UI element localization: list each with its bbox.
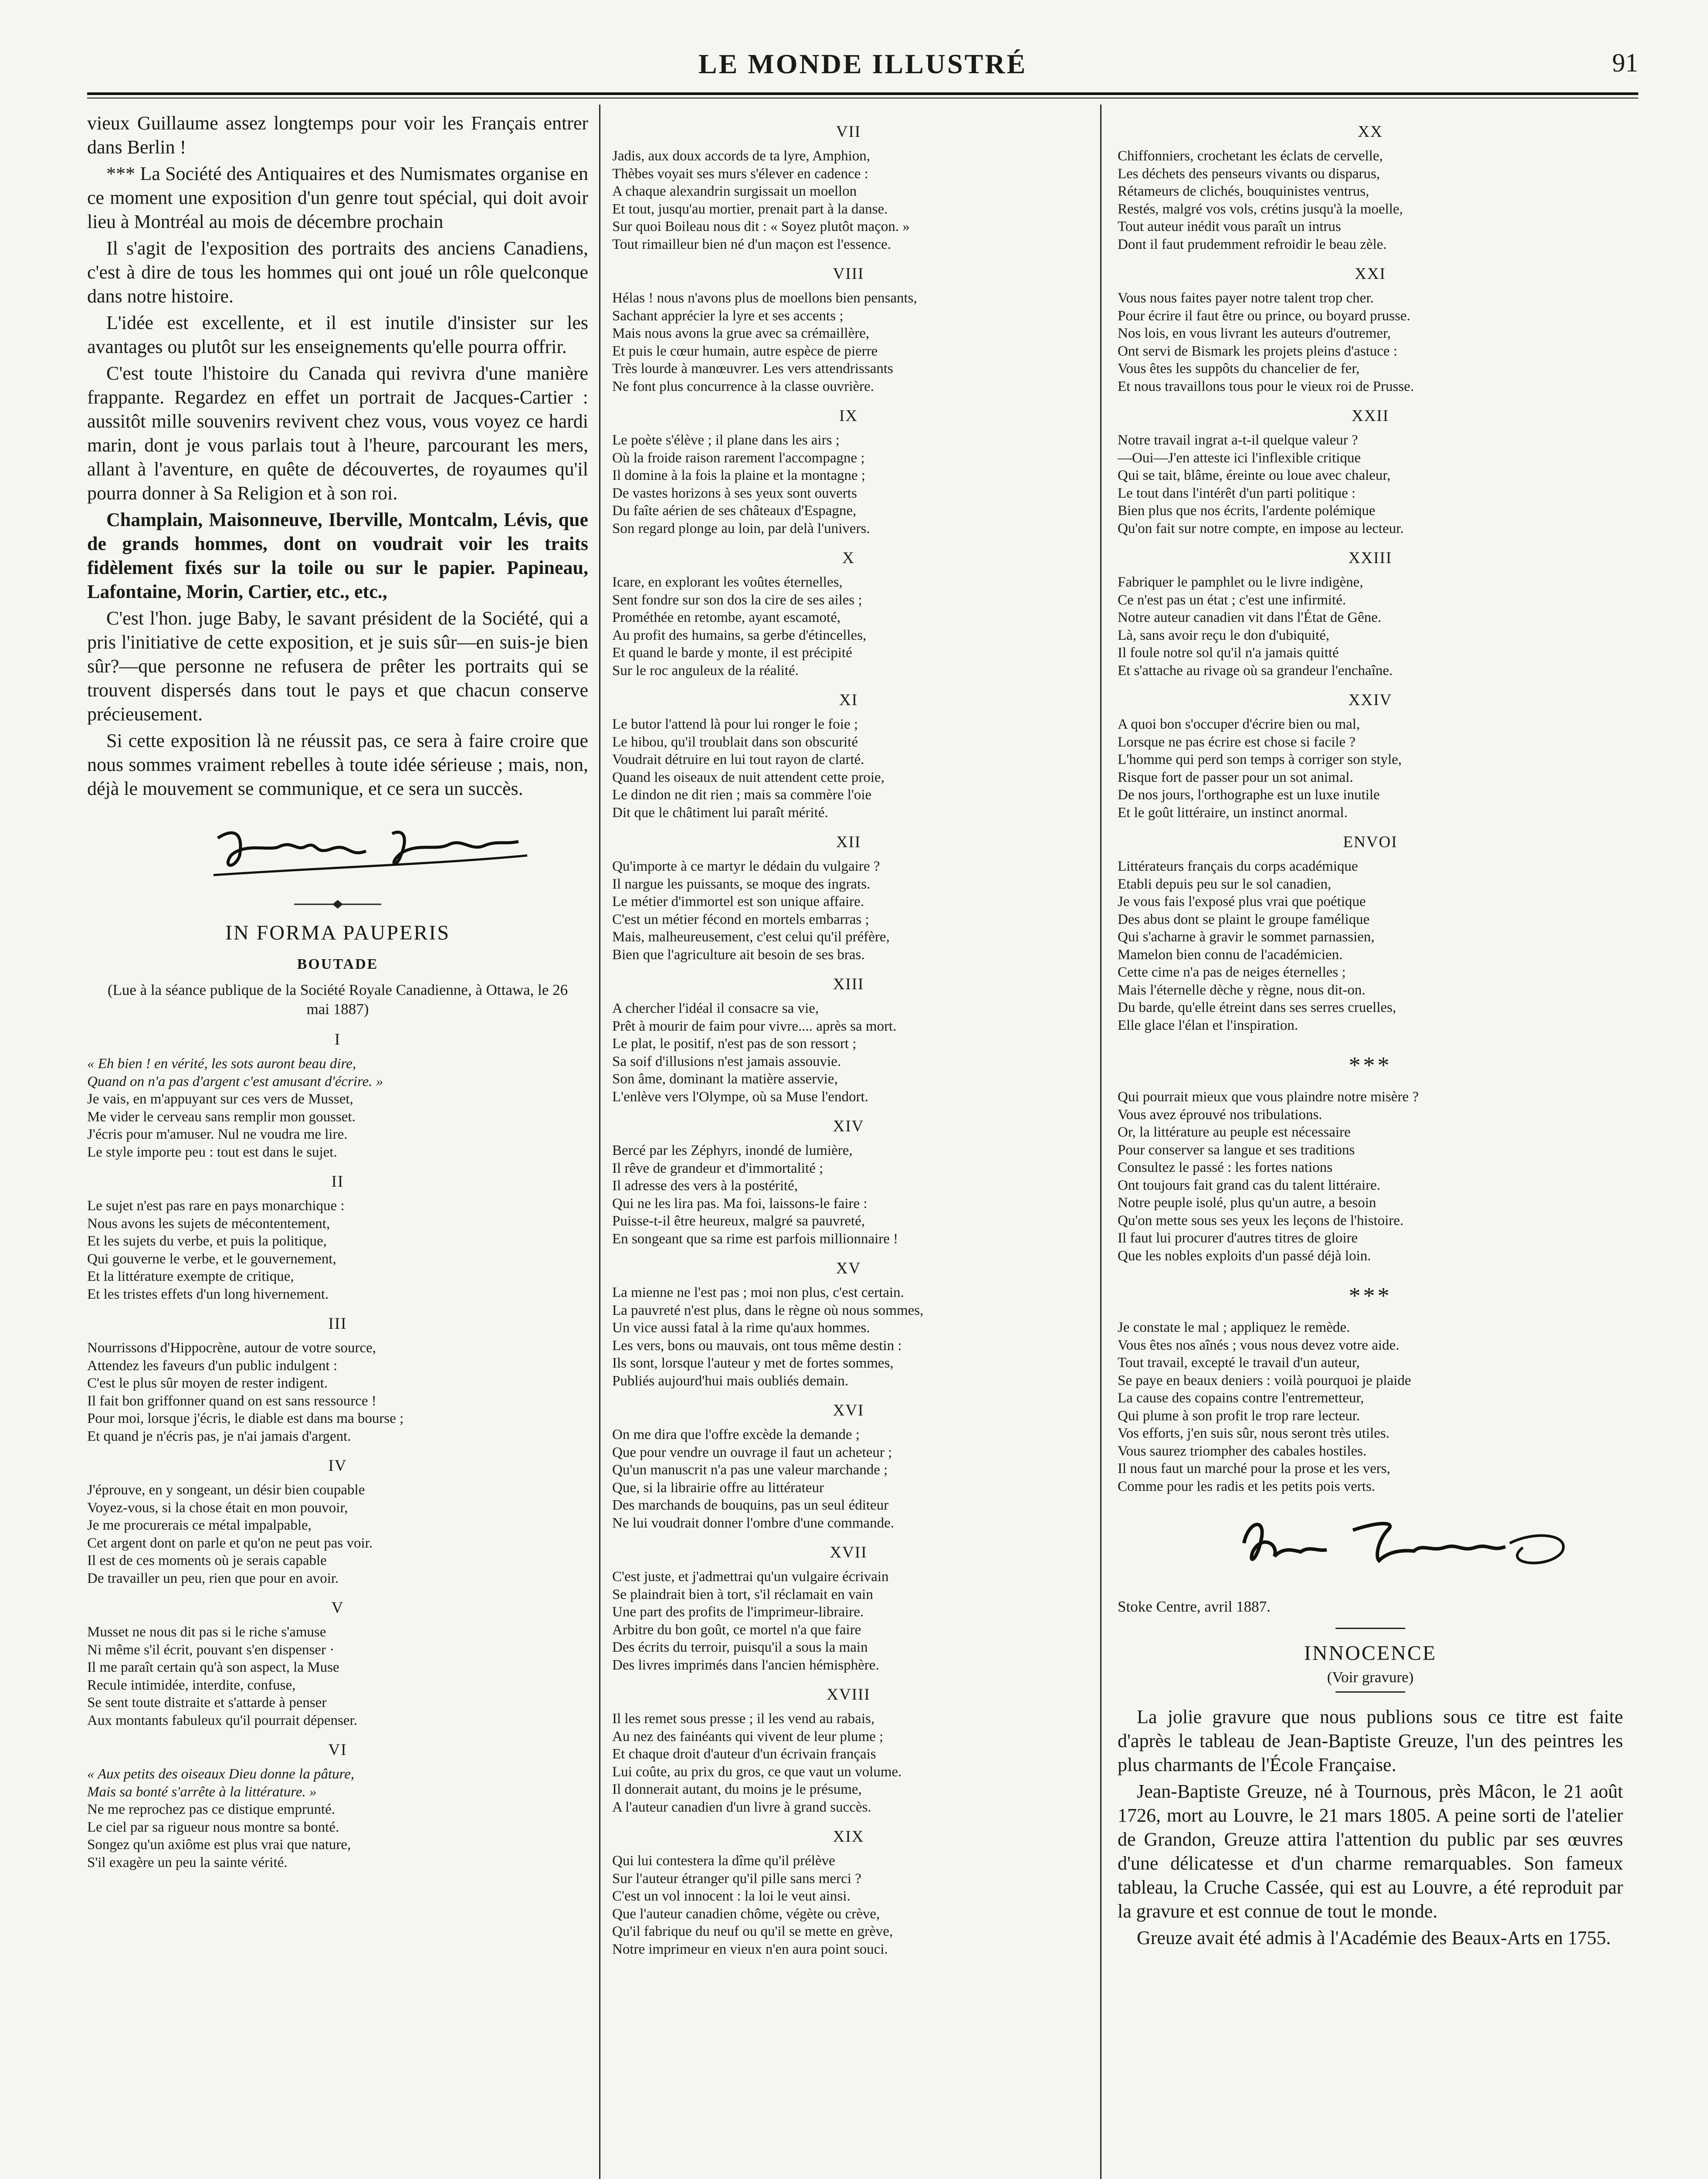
paragraph: C'est l'hon. juge Baby, le savant président de la Société, qui a pris l'initiative de cette exposition, et je suis sûr—en suis-je bien sûr?—que personne ne refusera de prêter les portraits qui se trouvent dispersés dans tout le pays et que chacun conserve précieusement.	[87, 608, 588, 725]
verse-line: Qu'on mette sous ses yeux les leçons de l'histoire.	[1118, 1212, 1404, 1229]
stanza-numeral: XVII	[830, 1544, 868, 1561]
stanza	[1118, 858, 1623, 1034]
verse-line: Des livres imprimés dans l'ancien hémisphère.	[612, 1657, 879, 1673]
verse-line: Cet argent dont on parle et qu'on ne peut pas voir.	[87, 1535, 373, 1551]
stanza-numeral: XIX	[833, 1828, 864, 1846]
verse-line: Il est de ces moments où je serais capable	[87, 1553, 327, 1568]
verse-line: Sachant apprécier la lyre et ses accents ;	[612, 308, 844, 324]
verse-line: Et quand le barde y monte, il est précipité	[612, 645, 852, 661]
verse-line: Quand on n'a pas d'argent c'est amusant d'écrire. »	[87, 1073, 383, 1090]
paragraph: Il s'agit de l'exposition des portraits des anciens Canadiens, c'est à dire de tous les hommes qui ont joué un rôle quelconque dans notre histoire.	[87, 238, 588, 307]
verse-line: Bien plus que nos écrits, l'ardente polémique	[1118, 503, 1376, 519]
verse-line: L'homme qui perd son temps à corriger son style,	[1118, 752, 1402, 767]
verse-line: Et les tristes effets d'un long hivernement.	[87, 1286, 329, 1302]
verse-line: Des marchands de bouquins, pas un seul éditeur	[612, 1497, 889, 1513]
paragraph: Champlain, Maisonneuve, Iberville, Montcalm, Lévis, que de grands hommes, dont on voudrait voir les traits fidèlement fixés sur la toile ou sur le papier. Papineau, Lafontaine, Morin, Cartier, etc., etc.,	[87, 509, 588, 602]
page-number: 91	[1612, 48, 1638, 77]
verse-line: Se sent toute distraite et s'attarde à penser	[87, 1695, 327, 1711]
verse-line: Sur l'auteur étranger qu'il pille sans merci ?	[612, 1870, 861, 1887]
stanza	[1118, 574, 1623, 679]
verse-line: Mais nous avons la grue avec sa crémaillère,	[612, 326, 870, 341]
verse-line: Dit que le châtiment lui paraît mérité.	[612, 804, 828, 821]
paragraph: vieux Guillaume assez longtemps pour voir les Français entrer dans Berlin !	[87, 112, 588, 158]
verse-line: Qu'importe à ce martyr le dédain du vulgaire ?	[612, 859, 880, 874]
verse-line: Puisse-t-il être heureux, malgré sa pauvreté,	[612, 1213, 865, 1229]
verse-line: Il les remet sous presse ; il les vend au rabais,	[612, 1711, 875, 1727]
stanza	[612, 289, 1085, 395]
verse-line: Il nous faut un marché pour la prose et les vers,	[1118, 1461, 1390, 1476]
verse-line: Que les nobles exploits d'un passé déjà loin.	[1118, 1248, 1371, 1264]
verse-line: Voyez-vous, si la chose était en mon pouvoir,	[87, 1500, 348, 1516]
verse-line: Qui ne les lira pas. Ma foi, laissons-le faire :	[612, 1195, 868, 1212]
verse-line: Que, si la librairie offre au littérateur	[612, 1480, 824, 1496]
stanza-numeral: XXII	[1351, 407, 1389, 425]
verse-line: Ne lui voudrait donner l'ombre d'une commande.	[612, 1515, 894, 1531]
paragraph: *** La Société des Antiquaires et des Numismates organise en ce moment une exposition d'un genre tout spécial, qui doit avoir lieu à Montréal au mois de décembre prochain	[87, 163, 588, 232]
stanza	[1118, 1319, 1623, 1495]
verse-line: Des écrits du terroir, puisqu'il a sous la main	[612, 1639, 868, 1655]
verse-line: Chiffonniers, crochetant les éclats de cervelle,	[1118, 148, 1383, 164]
verse-line: Vos efforts, j'en suis sûr, nous seront très utiles.	[1118, 1426, 1389, 1441]
verse-line: Bercé par les Zéphyrs, inondé de lumière,	[612, 1143, 853, 1158]
stanza-numeral: VI	[328, 1741, 347, 1759]
verse-line: Lui coûte, au prix du gros, ce que vaut un volume.	[612, 1764, 902, 1780]
verse-line: Notre peuple isolé, plus qu'un autre, a besoin	[1118, 1195, 1376, 1211]
verse-line: Ne me reprochez pas ce distique emprunté.	[87, 1802, 336, 1817]
verse-line: Je vais, en m'appuyant sur ces vers de Musset,	[87, 1091, 353, 1107]
verse-line: Une part des profits de l'imprimeur-libraire.	[612, 1604, 864, 1620]
stanza	[1118, 147, 1623, 253]
ornament-divider	[294, 899, 381, 910]
stanza	[612, 1000, 1085, 1106]
verse-line: Et s'attache au rivage où sa grandeur l'enchaîne.	[1118, 662, 1393, 679]
verse-line: Mais sa bonté s'arrête à la littérature. »	[87, 1784, 317, 1800]
verse-line: Le poète s'élève ; il plane dans les airs ;	[612, 432, 840, 448]
masthead	[87, 44, 1638, 100]
verse-line: Vous nous faites payer notre talent trop cher.	[1118, 290, 1374, 306]
verse-line: A chaque alexandrin surgissait un moellon	[612, 183, 857, 199]
verse-line: Littérateurs français du corps académique	[1118, 859, 1358, 874]
verse-line: A l'auteur canadien d'un livre à grand succès.	[612, 1799, 871, 1815]
verse-line: Prêt à mourir de faim pour vivre.... après sa mort.	[612, 1018, 897, 1034]
stanza	[612, 1284, 1085, 1390]
verse-line: A quoi bon s'occuper d'écrire bien ou mal,	[1118, 716, 1360, 732]
innocence-article	[1118, 1705, 1623, 1950]
verse-line: Restés, malgré vos vols, crétins jusqu'à la moelle,	[1118, 201, 1403, 217]
stanza	[87, 1055, 588, 1161]
verse-line: Etabli depuis peu sur le sol canadien,	[1118, 876, 1332, 892]
verse-line: Pour écrire il faut être ou prince, ou boyard prusse.	[1118, 308, 1410, 324]
stanza	[612, 1568, 1085, 1674]
exposition-article	[87, 111, 588, 801]
verse-line: Dont il faut prudemment refroidir le beau zèle.	[1118, 236, 1387, 252]
stanza	[612, 1426, 1085, 1532]
verse-line: Il domine à la fois la plaine et la montagne ;	[612, 468, 865, 483]
verse-line: J'écris pour m'amuser. Nul ne voudra me lire.	[87, 1127, 348, 1142]
verse-line: Elle glace l'élan et l'inspiration.	[1118, 1017, 1298, 1033]
verse-line: Nous avons les sujets de mécontentement,	[87, 1215, 330, 1232]
stanza-numeral: IV	[328, 1457, 347, 1475]
stanza-numeral: XVIII	[827, 1686, 871, 1704]
verse-line: J'éprouve, en y songeant, un désir bien coupable	[87, 1482, 365, 1498]
stanza-numeral: XV	[836, 1259, 861, 1277]
verse-line: Notre travail ingrat a-t-il quelque valeur ?	[1118, 432, 1358, 448]
column-3	[1118, 111, 1623, 1952]
verse-line: Les déchets des penseurs vivants ou disparus,	[1118, 166, 1380, 182]
verse-line: Bien que l'agriculture ait besoin de ses bras.	[612, 947, 865, 963]
stanza-numeral: III	[328, 1315, 347, 1333]
verse-line: Où la froide raison rarement l'accompagne ;	[612, 450, 865, 466]
verse-line: Le ciel par sa rigueur nous montre sa bonté.	[87, 1819, 339, 1835]
stanza-numeral: XI	[839, 691, 858, 709]
divider	[1335, 1691, 1405, 1693]
verse-line: Et le goût littéraire, un instinct anormal.	[1118, 804, 1348, 821]
verse-line: Qu'on fait sur notre compte, en impose au lecteur.	[1118, 520, 1404, 536]
paragraph: La jolie gravure que nous publions sous ce titre est faite d'après le tableau de Jean-Baptiste Greuze, l'un des peintres les plus charmants de l'École Française.	[1118, 1706, 1623, 1775]
verse-line: Qui s'acharne à gravir le sommet parnassien,	[1118, 929, 1375, 945]
signature-leon-ledieu	[87, 803, 588, 886]
stanza-numeral: XII	[836, 833, 861, 851]
verse-line: Tout rimailleur bien né d'un maçon est l'essence.	[612, 236, 891, 252]
verse-line: Sur quoi Boileau nous dit : « Soyez plutôt maçon. »	[612, 219, 910, 234]
verse-line: Il nargue les puissants, se moque des ingrats.	[612, 876, 871, 892]
stanza	[87, 1197, 588, 1303]
verse-line: Je constate le mal ; appliquez le remède.	[1118, 1320, 1350, 1335]
stanza-numeral: XX	[1358, 123, 1383, 141]
verse-line: Hélas ! nous n'avons plus de moellons bien pensants,	[612, 290, 917, 306]
stanza-numeral: I	[334, 1031, 341, 1049]
verse-line: Au profit des humains, sa gerbe d'étincelles,	[612, 627, 867, 643]
verse-line: —Oui—J'en atteste ici l'inflexible critique	[1118, 450, 1361, 466]
verse-line: Ne font plus concurrence à la classe ouvrière.	[612, 378, 874, 394]
stanza	[87, 1481, 588, 1587]
stanza	[87, 1339, 588, 1445]
verse-line: Le hibou, qu'il troublait dans son obscurité	[612, 734, 858, 750]
verse-line: Notre auteur canadien vit dans l'État de Gêne.	[1118, 610, 1382, 625]
column-1	[87, 111, 588, 1871]
verse-line: Et nous travaillons tous pour le vieux roi de Prusse.	[1118, 378, 1414, 394]
stanza-numeral: XXIII	[1348, 549, 1393, 567]
verse-line: Aux montants fabuleux qu'il pourrait dépenser.	[87, 1712, 357, 1728]
stanza	[612, 858, 1085, 964]
verse-line: Consultez le passé : les fortes nations	[1118, 1160, 1333, 1175]
verse-line: Arbitre du bon goût, ce mortel n'a que faire	[612, 1622, 861, 1638]
verse-line: Ce n'est pas un état ; c'est une infirmité.	[1118, 592, 1346, 608]
column-rule-right	[1100, 105, 1101, 2179]
verse-line: Qui gouverne le verbe, et le gouvernement,	[87, 1251, 336, 1267]
verse-line: C'est juste, et j'admettrai qu'un vulgaire écrivain	[612, 1569, 889, 1585]
paragraph: Jean-Baptiste Greuze, né à Tournous, près Mâcon, le 21 août 1726, mort au Louvre, le 21 mars 1805. A peine sorti de l'atelier de Grandon, Greuze attira l'attention du public par ses œuvres d'une délicatesse et d'un charme remarquables. Son fameux tableau, la Cruche Cassée, qui est au Louvre, a été reproduit par la gravure et est connue de tout le monde.	[1118, 1781, 1623, 1922]
verse-line: Et puis le cœur humain, autre espèce de pierre	[612, 343, 878, 359]
verse-line: A chercher l'idéal il consacre sa vie,	[612, 1001, 819, 1016]
verse-line: Ni même s'il écrit, pouvant s'en dispenser ·	[87, 1642, 335, 1658]
stanza	[1118, 289, 1623, 395]
divider	[1335, 1628, 1405, 1629]
verse-line: Il rêve de grandeur et d'immortalité ;	[612, 1160, 824, 1176]
verse-line: Et la littérature exempte de critique,	[87, 1269, 294, 1284]
poem-note: (Lue à la séance publique de la Société Royale Canadienne, à Ottawa, le 26 mai 1887)	[107, 981, 568, 1018]
verse-line: Lorsque ne pas écrire est chose si facile ?	[1118, 734, 1356, 750]
verse-line: Pour moi, lorsque j'écris, le diable est dans ma bourse ;	[87, 1411, 404, 1426]
verse-line: Le sujet n'est pas rare en pays monarchique :	[87, 1198, 345, 1214]
stanza-numeral: XIV	[833, 1117, 864, 1135]
verse-line: De travailler un peu, rien que pour en avoir.	[87, 1570, 339, 1586]
stanza-numeral: V	[331, 1599, 344, 1617]
verse-line: Nos lois, en vous livrant les auteurs d'outremer,	[1118, 326, 1391, 341]
verse-line: Des abus dont se plaint le groupe famélique	[1118, 911, 1370, 927]
verse-line: En songeant que sa rime est parfois millionnaire !	[612, 1231, 898, 1247]
poem-subtitle: BOUTADE	[297, 956, 379, 972]
verse-line: Sa soif d'illusions n'est jamais assouvie.	[612, 1053, 841, 1069]
article-title: INNOCENCE	[1304, 1642, 1437, 1665]
verse-line: Qui plume à son profit le trop rare lecteur.	[1118, 1408, 1360, 1424]
stanza	[612, 1852, 1085, 1958]
verse-line: Le métier d'immortel est son unique affaire.	[612, 894, 864, 910]
verse-line: Qui lui contestera la dîme qu'il prélève	[612, 1853, 835, 1869]
verse-line: De vastes horizons à ses yeux sont ouverts	[612, 485, 857, 501]
verse-line: Il fait bon griffonner quand on est sans ressource !	[87, 1393, 376, 1409]
stanza-numeral: XXIV	[1348, 691, 1393, 709]
verse-line: Nourrissons d'Hippocrène, autour de votre source,	[87, 1340, 376, 1356]
verse-line: Je vous fais l'exposé plus vrai que poétique	[1118, 894, 1366, 910]
stanza-numeral: ***	[1349, 1283, 1392, 1309]
verse-line: Au nez des fainéants qui vivent de leur plume ;	[612, 1728, 884, 1745]
paragraph: Greuze avait été admis à l'Académie des Beaux-Arts en 1755.	[1137, 1927, 1611, 1948]
verse-line: Le plat, le positif, n'est pas de son ressort ;	[612, 1036, 857, 1052]
verse-line: Fabriquer le pamphlet ou le livre indigène,	[1118, 574, 1363, 590]
verse-line: Vous avez éprouvé nos tribulations.	[1118, 1106, 1322, 1123]
stanza	[612, 147, 1085, 253]
verse-line: Son regard plonge au loin, par delà l'univers.	[612, 520, 870, 536]
verse-line: Sent fondre sur son dos la cire de ses ailes ;	[612, 592, 862, 608]
verse-line: Mais, malheureusement, c'est celui qu'il préfère,	[612, 929, 890, 945]
verse-line: Rétameurs de clichés, bouquinistes ventrus,	[1118, 183, 1369, 199]
verse-line: Voudrait détruire en lui tout rayon de clarté.	[612, 752, 864, 767]
stanza-numeral: II	[331, 1173, 344, 1191]
poem-title: IN FORMA PAUPERIS	[225, 921, 451, 944]
verse-line: Il adresse des vers à la postérité,	[612, 1178, 798, 1194]
verse-line: Cette cime n'a pas de neiges éternelles ;	[1118, 964, 1346, 980]
verse-line: Ils sont, lorsque l'auteur y met de fortes sommes,	[612, 1355, 894, 1371]
poem-stanzas	[612, 122, 1085, 1958]
verse-line: La mienne ne l'est pas ; moi non plus, c'est certain.	[612, 1285, 904, 1300]
verse-line: Icare, en explorant les voûtes éternelles,	[612, 574, 843, 590]
verse-line: Là, sans avoir reçu le don d'ubiquité,	[1118, 627, 1330, 643]
verse-line: Son âme, dominant la matière asservie,	[612, 1071, 838, 1087]
verse-line: Prométhée en retombe, ayant escamoté,	[612, 610, 841, 625]
verse-line: Je me procurerais ce métal impalpable,	[87, 1517, 312, 1533]
verse-line: Très lourde à manœuvrer. Les vers attendrissants	[612, 361, 893, 377]
verse-line: Pour conserver sa langue et ses traditions	[1118, 1142, 1355, 1158]
verse-line: Ont toujours fait grand cas du talent littéraire.	[1118, 1177, 1380, 1193]
stanza-numeral: ENVOI	[1343, 833, 1398, 851]
verse-line: Qui pourrait mieux que vous plaindre notre misère ?	[1118, 1089, 1419, 1105]
verse-line: Le butor l'attend là pour lui ronger le foie ;	[612, 716, 858, 732]
stanza-numeral: XVI	[833, 1402, 864, 1419]
verse-line: Du barde, qu'elle étreint dans ses serres cruelles,	[1118, 1000, 1396, 1015]
stanza-numeral: XIII	[833, 975, 864, 993]
verse-line: Qu'il fabrique du neuf ou qu'il se mette en grève,	[612, 1924, 893, 1939]
masthead-rule	[87, 92, 1638, 95]
stanza-numeral: XXI	[1355, 265, 1386, 283]
verse-line: Sur le roc anguleux de la réalité.	[612, 662, 799, 679]
verse-line: Recule intimidée, interdite, confuse,	[87, 1677, 296, 1693]
stanza	[1118, 1088, 1623, 1265]
verse-line: Risque fort de passer pour un sot animal.	[1118, 769, 1353, 785]
verse-line: Et les sujets du verbe, et puis la politique,	[87, 1233, 327, 1249]
stanza	[612, 1142, 1085, 1248]
verse-line: On me dira que l'offre excède la demande ;	[612, 1427, 860, 1442]
stanza	[612, 574, 1085, 679]
verse-line: L'enlève vers l'Olympe, où sa Muse l'endort.	[612, 1089, 868, 1105]
verse-line: « Eh bien ! en vérité, les sots auront beau dire,	[87, 1056, 356, 1072]
verse-line: Me vider le cerveau sans remplir mon gousset.	[87, 1109, 356, 1125]
verse-line: Vous saurez triompher des cabales hostiles.	[1118, 1443, 1367, 1459]
stanza-numeral: ***	[1349, 1052, 1392, 1078]
verse-line: Or, la littérature au peuple est nécessaire	[1118, 1124, 1351, 1140]
stanza-numeral: VIII	[833, 265, 864, 283]
verse-line: « Aux petits des oiseaux Dieu donne la pâture,	[87, 1766, 355, 1782]
paragraph: Si cette exposition là ne réussit pas, ce sera à faire croire que nous sommes vraiment rebelles à toute idée sérieuse ; mais, non, déjà le mouvement se communique, et ce sera un succès.	[87, 730, 588, 799]
stanza-numeral: IX	[839, 407, 858, 425]
paragraph: C'est toute l'histoire du Canada qui revivra d'une manière frappante. Regardez en effet un portrait de Jacques-Cartier : aussitôt mille souvenirs revivent chez vous, vous voyez ce hardi marin, dont je vous parlais tout à l'heure, parcourant les mers, allant à l'aventure, en quête de découvertes, de royaumes qu'il pourra donner à Sa Religion et à son roi.	[87, 363, 588, 504]
stanza	[87, 1765, 588, 1871]
verse-line: Du faîte aérien de ses châteaux d'Espagne,	[612, 503, 857, 519]
verse-line: De nos jours, l'orthographe est un luxe inutile	[1118, 787, 1380, 803]
verse-line: Que pour vendre un ouvrage il faut un acheteur ;	[612, 1444, 892, 1460]
verse-line: Il faut lui procurer d'autres titres de gloire	[1118, 1230, 1358, 1246]
verse-line: Songez qu'un axiôme est plus vrai que nature,	[87, 1837, 351, 1853]
verse-line: La pauvreté n'est plus, dans le règne où nous sommes,	[612, 1302, 924, 1318]
verse-line: Vous êtes les suppôts du chancelier de fer,	[1118, 361, 1360, 377]
verse-line: Attendez les faveurs d'un public indulgent :	[87, 1358, 338, 1374]
verse-line: Notre imprimeur en vieux n'en aura point souci.	[612, 1941, 888, 1957]
verse-line: Mais l'éternelle dèche y règne, nous dit-on.	[1118, 982, 1366, 998]
column-rule-left	[599, 105, 600, 2179]
stanza-numeral: X	[842, 549, 855, 567]
verse-line: Il foule notre sol qu'il n'a jamais quitté	[1118, 645, 1339, 661]
stanza	[1118, 431, 1623, 537]
verse-line: Et quand je n'écris pas, je n'ai jamais d'argent.	[87, 1428, 351, 1444]
verse-line: Musset ne nous dit pas si le riche s'amuse	[87, 1624, 326, 1640]
verse-line: Se paye en beaux deniers : voilà pourquoi je plaide	[1118, 1372, 1411, 1388]
place-date: Stoke Centre, avril 1887.	[1118, 1598, 1271, 1615]
stanza	[612, 1710, 1085, 1816]
verse-line: Thèbes voyait ses murs s'élever en cadence :	[612, 166, 868, 182]
poem-stanzas	[1118, 122, 1623, 1495]
verse-line: Publiés aujourd'hui mais oubliés demain.	[612, 1373, 849, 1389]
verse-line: Tout auteur inédit vous paraît un intrus	[1118, 219, 1341, 234]
verse-line: S'il exagère un peu la sainte vérité.	[87, 1854, 288, 1870]
verse-line: C'est le plus sûr moyen de rester indigent.	[87, 1375, 328, 1391]
verse-line: Le tout dans l'intérêt d'un parti politique :	[1118, 485, 1356, 501]
stanza	[612, 431, 1085, 537]
verse-line: Mamelon bien connu de l'académicien.	[1118, 947, 1343, 963]
verse-line: La cause des copains contre l'entremetteur,	[1118, 1390, 1364, 1406]
stanza	[612, 716, 1085, 821]
verse-line: Quand les oiseaux de nuit attendent cette proie,	[612, 769, 884, 785]
verse-line: Qu'un manuscrit n'a pas une valeur marchande ;	[612, 1462, 888, 1478]
verse-line: Que l'auteur canadien chôme, végète ou crève,	[612, 1906, 880, 1922]
stanza	[87, 1623, 588, 1729]
verse-line: Qui se tait, blâme, éreinte ou loue avec chaleur,	[1118, 468, 1391, 483]
verse-line: C'est un vol innocent : la loi le veut ainsi.	[612, 1888, 851, 1904]
verse-line: C'est un métier fécond en mortels embarras ;	[612, 911, 869, 927]
verse-line: Les vers, bons ou mauvais, ont tous même destin :	[612, 1337, 902, 1354]
paragraph: L'idée est excellente, et il est inutile d'insister sur les avantages ou plutôt sur les enseignements qu'elle pourra offrir.	[87, 312, 588, 357]
verse-line: Et tout, jusqu'au mortier, prenait part à la danse.	[612, 201, 888, 217]
column-2	[612, 111, 1085, 1958]
verse-line: Il donnerait autant, du moins je le présume,	[612, 1782, 862, 1797]
verse-line: Le dindon ne dit rien ; mais sa commère l'oie	[612, 787, 872, 803]
verse-line: Ont servi de Bismark les projets pleins d'astuce :	[1118, 343, 1397, 359]
poem-stanzas	[87, 1030, 588, 1871]
verse-line: Vous êtes nos aînés ; vous nous devez votre aide.	[1118, 1337, 1400, 1353]
verse-line: Il me paraît certain qu'à son aspect, la Muse	[87, 1660, 339, 1675]
verse-line: Le style importe peu : tout est dans le sujet.	[87, 1144, 337, 1160]
article-note: (Voir gravure)	[1327, 1669, 1414, 1686]
masthead-title: LE MONDE ILLUSTRÉ	[698, 48, 1027, 79]
stanza-numeral: VII	[836, 123, 861, 141]
verse-line: Jadis, aux doux accords de ta lyre, Amphion,	[612, 148, 871, 164]
verse-line: Un vice aussi fatal à la rime qu'aux hommes.	[612, 1320, 870, 1336]
stanza	[1118, 716, 1623, 821]
signature-remi-tremblay	[1118, 1495, 1623, 1582]
verse-line: Tout travail, excepté le travail d'un auteur,	[1118, 1355, 1360, 1371]
verse-line: Comme pour les radis et les petits pois verts.	[1118, 1478, 1376, 1494]
verse-line: Se plaindrait bien à tort, s'il réclamait en vain	[612, 1586, 873, 1602]
verse-line: Et chaque droit d'auteur d'un écrivain français	[612, 1746, 876, 1762]
